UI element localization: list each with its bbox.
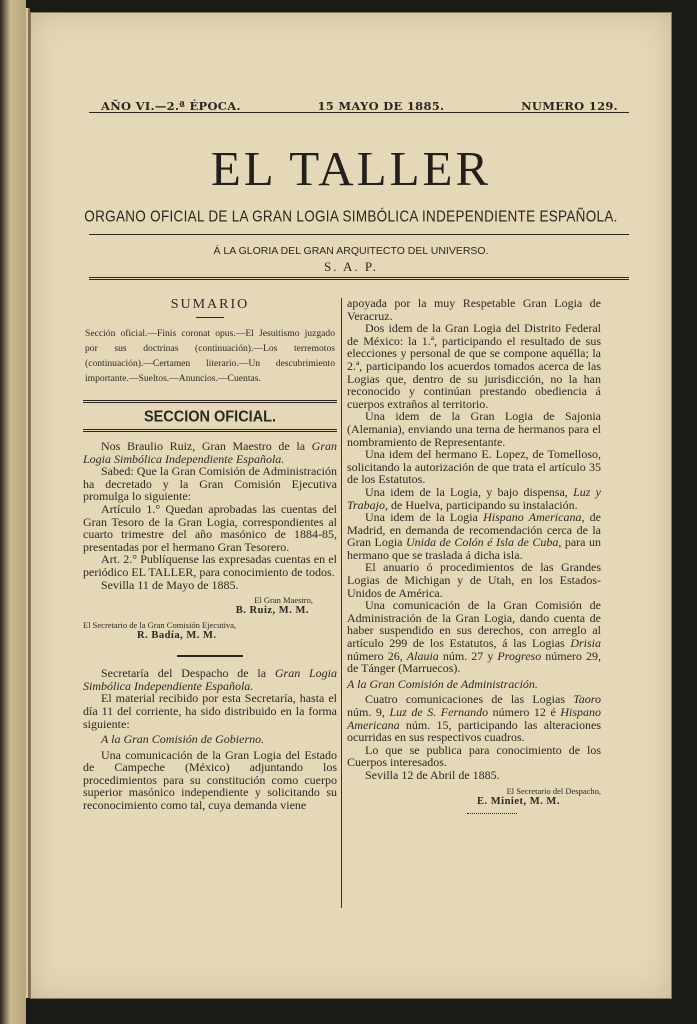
header-line (101, 99, 618, 113)
sap-line: S. A. P. (324, 259, 378, 274)
sajonia-paragraph: Una idem de la Gran Logia de Sajonia (Alemania), enviando una terna de hermanos para el nombramiento de Representante. (347, 409, 601, 449)
suspension-paragraph (347, 599, 601, 675)
decree-sabed: Sabed: Que la Gran Comisión de Administración ha decretado y la Gran Comisión Ejecutiva promulga lo siguiente: (83, 464, 337, 504)
fernando-lodge: Luz de S. Fernando (389, 705, 489, 719)
anuario-paragraph: El anuario ó procedimientos de las Grandes Logias de Michigan y de Utah, en los Estados-Unidos de América. (347, 560, 601, 600)
mexico-paragraph: Dos idem de la Gran Logia del Distrito Federal de México: la 1.ª, participando el resultado de sus elecciones y personal de que se compone aquélla; la 2.ª, participando los acuerdos tomados acerca de las Logias que, dentro de su jurisdicción, no la han reconocido y continúan prestando obediencia á cuerpos extraños al territorio. (347, 321, 601, 411)
newspaper-page (30, 12, 672, 999)
decree-art2: Art. 2.° Publíquense las expresadas cuentas en el periódico EL TALLER, para conocimiento de todos. (83, 552, 337, 579)
taoro-lodge: Taoro (573, 692, 601, 707)
issue-year: AÑO VI.—2.ª ÉPOCA. (101, 99, 241, 113)
left-column (83, 295, 337, 812)
book-spine (0, 0, 26, 1024)
secretary-role: El Secretario del Despacho, (506, 785, 601, 796)
secretaria-intro-text: Secretaría del Despacho de la (101, 666, 275, 681)
decree-art1: Artículo 1.° Quedan aprobadas las cuentas del Gran Tesoro de la Gran Logia, correspondientes al cuarto trimestre del año masónico de 1884-85, presentadas por el hermano Gran Tesorero. (83, 501, 337, 554)
signature-name-2: R. Badía, M. M. (137, 630, 217, 642)
cuatro-text-b: núm. 9, (347, 705, 390, 719)
veracruz-paragraph: apoyada por la muy Respetable Gran Logia de Veracruz. (347, 296, 601, 323)
madrid-lodge: Hispano Americana (483, 510, 582, 525)
publica-paragraph: Lo que se publica para conocimiento de los Cuerpos interesados. (347, 742, 601, 770)
administracion-heading: A la Gran Comisión de Administración. (347, 676, 538, 691)
huelva-lodge: Luz y Trabajo (347, 484, 601, 512)
campeche-paragraph: Una comunicación de la Gran Logia del Estado de Campeche (México) adjuntando los procedimientos para su constitución como cuerpo superior masónico independiente y solicitando su reconocimiento como tal, cuya demanda viene (83, 747, 337, 813)
lopez-paragraph: Una idem del hermano E. Lopez, de Tomelloso, solicitando la autorización de que trata el artículo 35 de los Estatutos. (347, 447, 601, 487)
section-rule-bottom (83, 429, 337, 432)
huelva-text-b: , de Huelva, participando su instalación. (385, 497, 578, 512)
drisia-lodge: Drisia (570, 636, 601, 651)
progreso-lodge: Progreso (497, 648, 542, 663)
suspension-text-b: número 26, (347, 648, 407, 663)
sumario-text: Sección oficial.—Finis coronat opus.—El Jesuitismo juzgado por sus doctrinas (continuación).—Los terremotos (continuación).—Certamen literario.—Un descubrimiento importante.—Sueltos.—Anuncios.—Cuentas. (85, 328, 335, 384)
suspension-text-a: Una comunicación de la Gran Comisión de Administración de la Gran Logia, dando cuenta de haber suspendido en sus derechos, con arreglo al artículo 299 de los Estatutos, á las Logias (347, 598, 601, 651)
huelva-text-a: Una idem de la Logia, y bajo dispensa, (365, 484, 574, 499)
seccion-oficial-heading: SECCION OFICIAL. (143, 408, 277, 426)
secretary-name: E. Miniet, M. M. (477, 795, 560, 807)
gobierno-heading: A la Gran Comisión de Gobierno. (101, 732, 265, 747)
suspension-text-c: núm. 27 y (438, 648, 498, 663)
right-column (347, 297, 601, 814)
madrid-text-b: , de Madrid, en demanda de recomendación cerca de la Gran Logia (347, 510, 602, 550)
subtitle-rule (89, 234, 629, 235)
hispano-lodge: Hispano Americana (347, 705, 602, 732)
huelva-paragraph (347, 486, 601, 511)
cuatro-text-c: número 12 é (488, 705, 561, 719)
sevilla-date: Sevilla 12 de Abril de 1885. (365, 767, 500, 782)
masthead-subtitle: ORGANO OFICIAL DE LA GRAN LOGIA SIMBÓLICA INDEPENDIENTE ESPAÑOLA. (84, 207, 618, 226)
alauia-lodge: Alauia (406, 648, 439, 663)
cuba-lodge: Unida de Colón é Isla de Cuba (406, 535, 559, 550)
sumario-rule (196, 317, 224, 318)
end-rule (467, 813, 517, 814)
secretaria-intro-italic: Gran Logia Simbólica Independiente Española. (83, 666, 337, 693)
cuatro-text-a: Cuatro comunicaciones de las Logias (365, 692, 574, 707)
decree-intro-text: Nos Braulio Ruiz, Gran Maestro de la (101, 439, 312, 453)
decree-intro-italic: Gran Logia Simbólica Independiente Española. (83, 439, 337, 466)
dedication-line: Á LA GLORIA DEL GRAN ARQUITECTO DEL UNIVERSO. (213, 245, 489, 257)
cuatro-comunicaciones (347, 693, 601, 743)
column-divider (341, 298, 342, 908)
masthead-double-rule (89, 277, 629, 280)
issue-date: 15 MAYO DE 1885. (317, 99, 445, 113)
sumario-heading: SUMARIO (170, 297, 250, 312)
madrid-text-c: , para un hermano que se traslada á dicha isla. (347, 535, 601, 562)
decree-intro (83, 440, 337, 465)
signature-name-1: B. Ruiz, M. M. (235, 605, 309, 617)
issue-number: NUMERO 129. (521, 99, 618, 113)
header-rule (89, 112, 629, 113)
signature-role-2: El Secretario de la Gran Comisión Ejecutiva, (83, 620, 237, 631)
signature-role-1: El Gran Maestro, (254, 595, 313, 606)
material-recibido: El material recibido por esta Secretaría, hasta el día 11 del corriente, ha sido distribuido en la forma siguiente: (83, 691, 337, 731)
masthead-title: EL TALLER (210, 141, 492, 196)
decree-date: Sevilla 11 de Mayo de 1885. (101, 577, 239, 592)
suspension-text-d: número 29, de Tánger (Marruecos). (347, 648, 601, 676)
madrid-text-a: Una idem de la Logia (365, 510, 484, 525)
section-rule-top (83, 400, 337, 403)
madrid-paragraph (347, 511, 601, 561)
cuatro-text-d: núm. 15, participando las alteraciones ocurridas en sus respectivos cuadros. (347, 717, 601, 745)
separator-rule (177, 655, 243, 657)
secretaria-intro (83, 667, 337, 692)
